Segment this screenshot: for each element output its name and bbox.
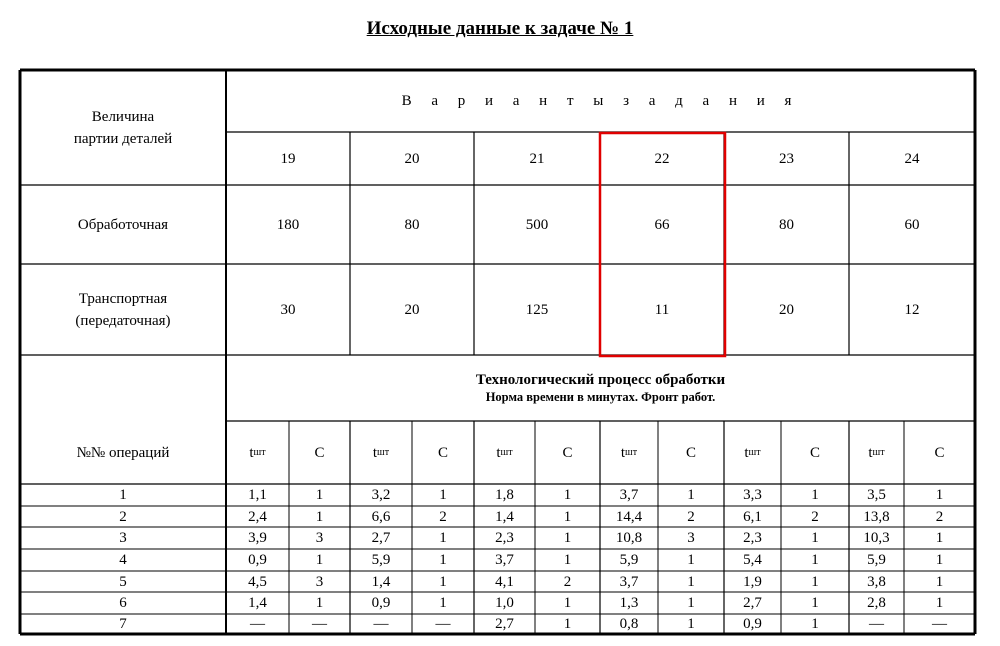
op-count: 1 <box>935 595 944 611</box>
op-count: 1 <box>811 487 819 503</box>
op-count: 1 <box>935 573 944 590</box>
op-count: 1 <box>935 552 944 568</box>
t-header: t шт <box>744 444 761 461</box>
op-count: 2 <box>439 508 447 525</box>
op-number: 7 <box>119 616 127 632</box>
op-count: 1 <box>439 573 447 590</box>
transport-value: 30 <box>280 301 296 318</box>
op-number: 1 <box>119 487 127 503</box>
op-count: 1 <box>439 595 447 611</box>
op-time: — <box>250 616 265 632</box>
op-time: — <box>373 616 389 632</box>
op-time: 5,4 <box>743 552 762 568</box>
op-time: 3,9 <box>248 530 267 546</box>
op-time: 3,7 <box>495 552 514 568</box>
c-header: С <box>934 444 945 461</box>
op-count: 1 <box>811 552 819 568</box>
ops-label: №№ операций <box>76 444 170 461</box>
processing-value: 80 <box>404 216 420 233</box>
op-count: — <box>932 616 947 632</box>
op-time: 2,7 <box>371 530 391 546</box>
variants-label: В а р и а н т ы з а д а н и я <box>401 93 800 109</box>
op-time: 10,8 <box>615 530 643 546</box>
variant-number: 20 <box>404 150 420 167</box>
t-header: t шт <box>496 444 513 461</box>
transport-value: 20 <box>404 301 420 318</box>
row-label-transport: Транспортная (передаточная) <box>75 290 171 329</box>
op-time: 4,5 <box>248 573 267 590</box>
op-count: 2 <box>811 508 819 525</box>
op-time: 5,9 <box>371 552 391 568</box>
op-time: 1,4 <box>495 508 514 525</box>
c-header: С <box>685 444 696 461</box>
op-time: 0,9 <box>371 595 391 611</box>
op-time: 3,5 <box>867 487 886 503</box>
op-time: 2,4 <box>248 508 267 525</box>
op-count: 2 <box>563 573 572 590</box>
op-number: 2 <box>119 508 127 525</box>
c-header: С <box>809 444 820 461</box>
op-count: 1 <box>315 508 324 525</box>
op-count: 1 <box>935 530 944 546</box>
op-time: 3,7 <box>619 487 639 503</box>
t-header: t шт <box>620 444 638 461</box>
transport-value: 12 <box>904 301 920 318</box>
op-time: 1,9 <box>743 573 762 590</box>
op-time: 6,6 <box>371 508 391 525</box>
op-count: 1 <box>563 508 572 525</box>
op-time: 3,3 <box>743 487 762 503</box>
row-label-processing: Обработочная <box>77 216 169 233</box>
op-time: 6,1 <box>743 508 762 525</box>
op-time: 5,9 <box>867 552 886 568</box>
processing-value: 500 <box>525 216 549 233</box>
transport-value: 125 <box>525 301 549 318</box>
process-title: Технологический процесс обработки Норма времени в минутах. Фронт работ. <box>475 372 726 404</box>
op-count: 1 <box>687 573 695 590</box>
c-header: С <box>314 444 325 461</box>
op-count: 1 <box>687 595 695 611</box>
op-time: 1,0 <box>495 595 514 611</box>
op-time: 1,3 <box>619 595 639 611</box>
processing-value: 66 <box>654 216 670 233</box>
op-time: 1,4 <box>371 573 391 590</box>
op-count: 1 <box>811 616 819 632</box>
op-time: 14,4 <box>615 508 643 525</box>
op-count: 2 <box>935 508 944 525</box>
op-count: 3 <box>315 530 324 546</box>
op-time: 4,1 <box>495 573 514 590</box>
op-time: 2,7 <box>495 616 514 632</box>
op-time: 1,8 <box>495 487 514 503</box>
variant-number: 23 <box>779 150 794 167</box>
processing-value: 180 <box>276 216 300 233</box>
processing-value: 60 <box>904 216 920 233</box>
transport-value: 11 <box>654 301 670 318</box>
op-count: 1 <box>563 530 572 546</box>
op-count: 1 <box>811 573 819 590</box>
page-title: Исходные данные к задаче № 1 <box>366 18 634 39</box>
op-number: 3 <box>119 530 127 546</box>
op-count: 1 <box>315 595 324 611</box>
op-time: 1,4 <box>248 595 267 611</box>
c-header: С <box>562 444 573 461</box>
variant-number: 21 <box>529 150 545 167</box>
op-time: 2,8 <box>867 595 886 611</box>
variant-number: 19 <box>280 150 296 167</box>
op-count: 1 <box>811 530 819 546</box>
t-header: t шт <box>868 444 885 461</box>
op-time: 3,2 <box>371 487 391 503</box>
processing-value: 80 <box>779 216 794 233</box>
op-count: 1 <box>687 487 695 503</box>
op-time: 3,7 <box>619 573 639 590</box>
t-header: t шт <box>372 444 390 461</box>
op-time: 2,3 <box>743 530 762 546</box>
t-header: t шт <box>249 444 266 461</box>
op-time: — <box>869 616 884 632</box>
op-count: 1 <box>439 552 447 568</box>
op-count: 1 <box>315 552 324 568</box>
op-count: 1 <box>811 595 819 611</box>
op-time: 3,8 <box>867 573 886 590</box>
variant-number: 22 <box>654 150 670 167</box>
op-count: 3 <box>315 573 324 590</box>
op-number: 5 <box>119 573 127 590</box>
op-count: 1 <box>563 616 572 632</box>
op-count: 2 <box>687 508 695 525</box>
op-time: 5,9 <box>619 552 639 568</box>
op-count: 1 <box>439 487 447 503</box>
op-number: 6 <box>119 595 127 611</box>
op-count: 1 <box>439 530 447 546</box>
c-header: С <box>437 444 448 461</box>
op-count: 3 <box>687 530 695 546</box>
op-count: 1 <box>687 552 695 568</box>
op-time: 2,7 <box>743 595 762 611</box>
op-count: 1 <box>935 487 944 503</box>
op-time: 2,3 <box>495 530 514 546</box>
op-time: 0,9 <box>248 552 267 568</box>
op-count: 1 <box>563 552 572 568</box>
op-count: — <box>435 616 451 632</box>
op-count: 1 <box>563 487 572 503</box>
op-time: 0,9 <box>743 616 762 632</box>
param-label: Величина партии деталей <box>73 108 173 147</box>
op-time: 1,1 <box>248 487 267 503</box>
op-count: 1 <box>563 595 572 611</box>
op-count: 1 <box>315 487 324 503</box>
op-time: 13,8 <box>863 508 890 525</box>
op-time: 0,8 <box>619 616 639 632</box>
op-number: 4 <box>119 552 127 568</box>
transport-value: 20 <box>779 301 794 318</box>
variant-number: 24 <box>904 150 920 167</box>
op-count: — <box>312 616 327 632</box>
op-time: 10,3 <box>863 530 890 546</box>
op-count: 1 <box>687 616 695 632</box>
